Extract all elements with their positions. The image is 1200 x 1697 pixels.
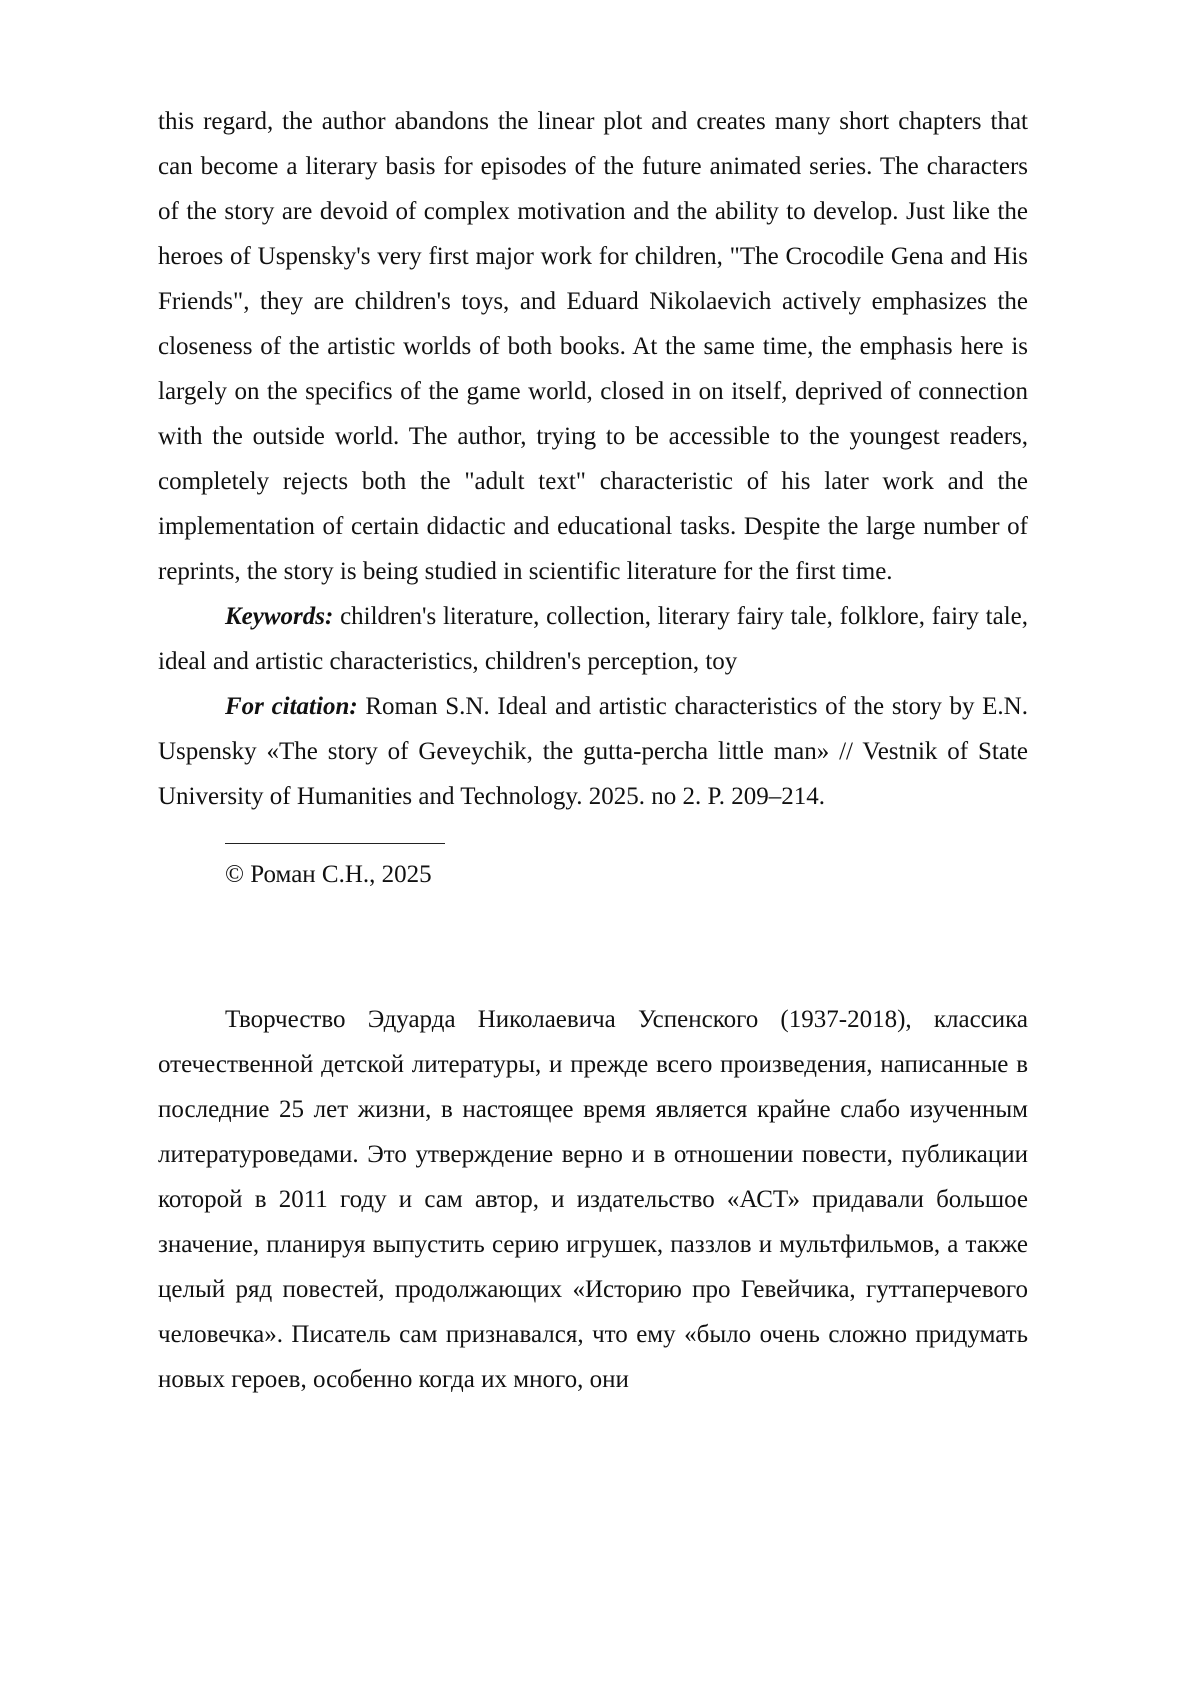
keywords-label: Keywords: xyxy=(225,603,334,630)
body-paragraph: Творчество Эдуарда Николаевича Успенского (1937-2018), классика отечественной детской литературы, и прежде всего произведения, написанные в последние 25 лет жизни, в настоящее время является крайне слабо изученным литературоведами. Это утверждение верно и в отношении повести, публикации которой в 2011 году и сам автор, и издательство «АСТ» придавали большое значение, планируя выпустить серию игрушек, паззлов и мультфильмов, а также целый ряд повестей, продолжающих «Историю про Гевейчика, гуттаперчевого человечка». Писатель сам признавался, что ему «было очень сложно придумать новых героев, особенно когда их много, они xyxy=(158,1006,1028,1393)
document-page xyxy=(158,99,1028,1402)
citation-label: For citation: xyxy=(225,693,358,720)
citation-paragraph xyxy=(158,684,1028,819)
copyright-notice: © Роман С.Н., 2025 xyxy=(225,861,432,888)
keywords-text: children's literature, collection, literary fairy tale, folklore, fairy tale, ideal and artistic characteristics, children's perception, toy xyxy=(158,603,1028,675)
abstract-continuation: this regard, the author abandons the linear plot and creates many short chapters that can become a literary basis for episodes of the future animated series. The characters of the story are devoid of complex motivation and the ability to develop. Just like the heroes of Uspensky's very first major work for children, "The Crocodile Gena and His Friends", they are children's toys, and Eduard Nikolaevich actively emphasizes the closeness of the artistic worlds of both books. At the same time, the emphasis here is largely on the specifics of the game world, closed in on itself, deprived of connection with the outside world. The author, trying to be accessible to the youngest readers, completely rejects both the "adult text" characteristic of his later work and the implementation of certain didactic and educational tasks. Despite the large number of reprints, the story is being studied in scientific literature for the first time. xyxy=(158,108,1028,585)
footnote-divider xyxy=(225,843,445,844)
keywords-paragraph xyxy=(158,594,1028,684)
section-spacer xyxy=(158,897,1028,997)
citation-text: Roman S.N. Ideal and artistic characteristics of the story by E.N. Uspensky «The story of Geveychik, the gutta-percha little man» // Vestnik of State University of Humanities and Technology. 2025. no 2. P. 209–214. xyxy=(158,693,1028,810)
